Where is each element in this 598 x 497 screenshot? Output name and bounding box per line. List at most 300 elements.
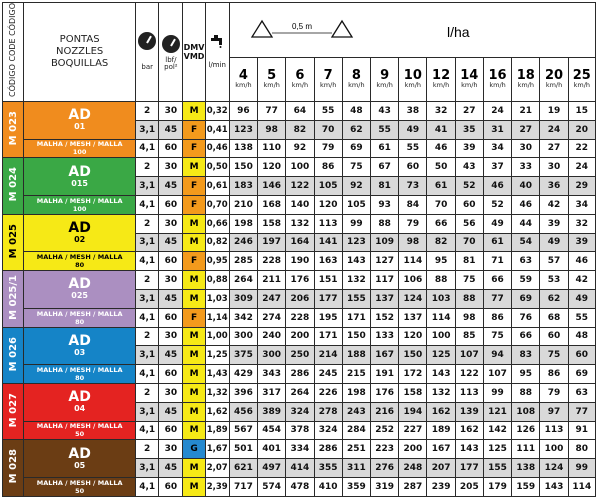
application-rate-cell: 111 — [512, 440, 540, 459]
application-rate-cell: 88 — [371, 214, 399, 233]
application-rate-cell: 120 — [258, 158, 286, 177]
application-rate-cell: 93 — [371, 195, 399, 214]
application-rate-cell: 55 — [314, 101, 342, 120]
pressure-bar-cell: 3,1 — [136, 120, 159, 139]
application-rate-cell: 34 — [568, 195, 595, 214]
application-rate-cell: 68 — [540, 308, 568, 327]
application-rate-cell: 38 — [399, 101, 427, 120]
droplet-size-cell: M — [183, 289, 205, 308]
application-rate-cell: 141 — [314, 233, 342, 252]
application-rate-cell: 79 — [399, 214, 427, 233]
speed-value: 5 — [267, 68, 277, 84]
speed-unit: km/h — [573, 81, 591, 90]
application-rate-cell: 75 — [342, 158, 370, 177]
flow-rate-cell: 0,95 — [205, 252, 229, 271]
application-rate-cell: 124 — [399, 289, 427, 308]
application-rate-cell: 37 — [483, 158, 511, 177]
droplet-size-cell: F — [183, 120, 205, 139]
boquillas-label: BOQUILLAS — [51, 57, 109, 69]
pressure-psi-cell: 45 — [159, 233, 183, 252]
table-row — [3, 214, 596, 233]
code-header: CÓDIGO CODE CÓDIGO — [3, 3, 24, 102]
application-rate-cell: 300 — [258, 346, 286, 365]
application-rate-cell: 207 — [427, 459, 455, 478]
application-rate-cell: 276 — [371, 459, 399, 478]
application-rate-cell: 200 — [399, 440, 427, 459]
flow-rate-cell: 1,14 — [205, 308, 229, 327]
flow-rate-cell: 1,00 — [205, 327, 229, 346]
speed-value: 25 — [572, 68, 591, 84]
pressure-bar-cell: 4,1 — [136, 139, 159, 158]
speed-unit: km/h — [517, 81, 534, 90]
speed-value: 16 — [488, 68, 507, 84]
application-rate-cell: 264 — [286, 383, 314, 402]
table-row — [3, 101, 596, 120]
application-rate-cell: 198 — [229, 214, 257, 233]
droplet-size-cell: M — [183, 383, 205, 402]
application-rate-cell: 375 — [229, 346, 257, 365]
mesh-label: MALHA / MESH / MALLA 100 — [24, 195, 136, 214]
nozzle-flow-table — [2, 2, 596, 497]
application-rate-cell: 69 — [568, 365, 595, 384]
application-rate-cell: 98 — [455, 308, 483, 327]
application-rate-cell: 143 — [455, 440, 483, 459]
application-rate-cell: 99 — [568, 459, 595, 478]
application-rate-cell: 191 — [371, 365, 399, 384]
flow-rate-cell: 1,89 — [205, 421, 229, 440]
application-rate-cell: 88 — [512, 383, 540, 402]
application-rate-cell: 300 — [229, 327, 257, 346]
pressure-bar-cell: 4,1 — [136, 252, 159, 271]
application-rate-cell: 24 — [568, 158, 595, 177]
application-rate-cell: 113 — [540, 421, 568, 440]
application-rate-cell: 55 — [399, 139, 427, 158]
pressure-psi-cell: 60 — [159, 308, 183, 327]
flow-rate-cell: 1,67 — [205, 440, 229, 459]
faucet-icon — [208, 34, 226, 48]
speed-value: 12 — [432, 68, 451, 84]
application-rate-cell: 114 — [427, 308, 455, 327]
application-rate-cell: 120 — [399, 327, 427, 346]
application-rate-cell: 223 — [371, 440, 399, 459]
application-rate-cell: 122 — [286, 177, 314, 196]
application-rate-cell: 85 — [455, 327, 483, 346]
application-rate-cell: 247 — [258, 289, 286, 308]
application-rate-cell: 92 — [342, 177, 370, 196]
pressure-bar-cell: 3,1 — [136, 346, 159, 365]
psi-header — [159, 3, 183, 102]
pressure-psi-cell: 30 — [159, 383, 183, 402]
application-rate-cell: 100 — [540, 440, 568, 459]
droplet-size-cell: F — [183, 139, 205, 158]
application-rate-cell: 159 — [512, 477, 540, 496]
application-rate-cell: 83 — [512, 346, 540, 365]
droplet-size-cell: M — [183, 402, 205, 421]
application-rate-cell: 27 — [455, 101, 483, 120]
application-rate-cell: 48 — [342, 101, 370, 120]
application-rate-cell: 75 — [455, 271, 483, 290]
application-rate-cell: 59 — [512, 271, 540, 290]
application-rate-cell: 46 — [568, 252, 595, 271]
speed-value: 7 — [323, 68, 333, 84]
pressure-psi-cell: 60 — [159, 477, 183, 496]
application-rate-cell: 132 — [342, 271, 370, 290]
dmv-label: DMV — [183, 42, 205, 52]
droplet-size-cell: G — [183, 440, 205, 459]
application-rate-cell: 55 — [371, 120, 399, 139]
application-rate-cell: 171 — [342, 308, 370, 327]
application-rate-cell: 324 — [314, 421, 342, 440]
application-rate-cell: 60 — [568, 346, 595, 365]
droplet-size-cell: M — [183, 346, 205, 365]
flow-header — [205, 3, 229, 102]
application-rate-cell: 245 — [314, 365, 342, 384]
pressure-psi-cell: 45 — [159, 459, 183, 478]
pressure-psi-cell: 30 — [159, 214, 183, 233]
spacing-label: 0,5 m — [292, 21, 313, 31]
spray-fan-icon — [252, 21, 272, 37]
application-rate-cell: 76 — [512, 308, 540, 327]
pressure-psi-cell: 30 — [159, 327, 183, 346]
droplet-size-cell: M — [183, 421, 205, 440]
application-rate-cell: 396 — [229, 383, 257, 402]
flow-rate-cell: 0,66 — [205, 214, 229, 233]
model-code: M 026 — [3, 327, 24, 383]
flow-rate-cell: 0,50 — [205, 158, 229, 177]
application-rate-cell: 228 — [258, 252, 286, 271]
application-rate-cell: 177 — [314, 289, 342, 308]
application-rate-cell: 226 — [314, 383, 342, 402]
nozzle-name: AD 05 — [24, 440, 136, 478]
application-rate-cell: 621 — [229, 459, 257, 478]
application-rate-cell: 164 — [286, 233, 314, 252]
application-rate-cell: 454 — [258, 421, 286, 440]
application-rate-cell: 125 — [483, 440, 511, 459]
table-row — [3, 271, 596, 290]
application-rate-cell: 140 — [286, 195, 314, 214]
application-rate-cell: 39 — [455, 139, 483, 158]
application-rate-cell: 410 — [314, 477, 342, 496]
nozzle-name: AD 01 — [24, 101, 136, 139]
nozzle-name: AD 04 — [24, 383, 136, 421]
droplet-size-cell: M — [183, 459, 205, 478]
pressure-psi-cell: 60 — [159, 365, 183, 384]
application-rate-cell: 77 — [568, 402, 595, 421]
application-rate-cell: 274 — [258, 308, 286, 327]
speed-unit: km/h — [489, 81, 506, 90]
application-rate-cell: 67 — [371, 158, 399, 177]
speed-value: 9 — [380, 68, 390, 84]
application-rate-cell: 138 — [512, 459, 540, 478]
application-rate-cell: 56 — [455, 214, 483, 233]
application-rate-cell: 163 — [314, 252, 342, 271]
speed-header-18 — [512, 57, 540, 101]
application-rate-cell: 70 — [455, 233, 483, 252]
application-rate-cell: 86 — [483, 308, 511, 327]
speed-value: 20 — [544, 68, 564, 84]
pressure-psi-cell: 30 — [159, 271, 183, 290]
application-rate-cell: 32 — [427, 101, 455, 120]
application-rate-cell: 429 — [229, 365, 257, 384]
application-rate-cell: 98 — [399, 233, 427, 252]
application-rate-cell: 240 — [258, 327, 286, 346]
table-row — [3, 477, 596, 496]
model-code: M 024 — [3, 158, 24, 214]
application-rate-cell: 62 — [342, 120, 370, 139]
application-rate-cell: 66 — [483, 271, 511, 290]
droplet-size-cell: F — [183, 195, 205, 214]
application-rate-cell: 286 — [286, 365, 314, 384]
speed-header-16 — [483, 57, 511, 101]
speed-unit: km/h — [263, 81, 280, 90]
application-rate-cell: 49 — [540, 233, 568, 252]
application-rate-cell: 27 — [540, 139, 568, 158]
flow-rate-cell: 1,32 — [205, 383, 229, 402]
speed-header-4 — [229, 57, 257, 101]
application-rate-cell: 46 — [427, 139, 455, 158]
pressure-psi-cell: 30 — [159, 101, 183, 120]
application-rate-cell: 251 — [342, 440, 370, 459]
speed-header-25 — [568, 57, 595, 101]
application-rate-cell: 309 — [229, 289, 257, 308]
application-rate-cell: 132 — [427, 383, 455, 402]
pressure-psi-cell: 60 — [159, 139, 183, 158]
speed-unit: km/h — [545, 81, 563, 90]
application-rate-cell: 63 — [512, 252, 540, 271]
vmd-label: VMD — [183, 51, 205, 61]
application-rate-cell: 100 — [286, 158, 314, 177]
application-rate-cell: 88 — [427, 271, 455, 290]
mesh-label: MALHA / MESH / MALLA 80 — [24, 308, 136, 327]
application-rate-cell: 114 — [399, 252, 427, 271]
application-rate-cell: 214 — [314, 346, 342, 365]
psi-unit: lbf/ pol² — [164, 55, 178, 71]
application-rate-cell: 48 — [568, 327, 595, 346]
flow-rate-cell: 2,07 — [205, 459, 229, 478]
application-rate-cell: 81 — [371, 177, 399, 196]
application-rate-cell: 139 — [455, 402, 483, 421]
application-rate-cell: 49 — [399, 120, 427, 139]
application-rate-cell: 286 — [314, 440, 342, 459]
flow-rate-cell: 1,62 — [205, 402, 229, 421]
application-rate-cell: 43 — [455, 158, 483, 177]
droplet-size-cell: M — [183, 327, 205, 346]
application-rate-cell: 75 — [540, 346, 568, 365]
application-rate-cell: 41 — [427, 120, 455, 139]
pressure-psi-cell: 45 — [159, 289, 183, 308]
table-row — [3, 440, 596, 459]
application-rate-cell: 206 — [286, 289, 314, 308]
application-rate-cell: 77 — [258, 101, 286, 120]
table-row — [3, 327, 596, 346]
pressure-bar-cell: 2 — [136, 440, 159, 459]
application-rate-cell: 197 — [258, 233, 286, 252]
application-rate-cell: 107 — [483, 365, 511, 384]
application-rate-cell: 194 — [399, 402, 427, 421]
speed-value: 18 — [516, 68, 535, 84]
application-rate-cell: 324 — [286, 402, 314, 421]
nozzles-label: NOZZLES — [55, 45, 104, 57]
application-rate-cell: 108 — [512, 402, 540, 421]
mesh-label: MALHA / MESH / MALLA 100 — [24, 139, 136, 158]
speed-value: 14 — [460, 68, 479, 84]
application-rate-cell: 389 — [258, 402, 286, 421]
application-rate-cell: 342 — [229, 308, 257, 327]
application-rate-cell: 86 — [314, 158, 342, 177]
nozzle-name: AD 025 — [24, 271, 136, 309]
flow-rate-cell: 0,46 — [205, 139, 229, 158]
pressure-bar-cell: 4,1 — [136, 195, 159, 214]
flow-rate-cell: 0,88 — [205, 271, 229, 290]
application-rate-cell: 334 — [286, 440, 314, 459]
application-rate-cell: 103 — [427, 289, 455, 308]
pressure-psi-cell: 60 — [159, 421, 183, 440]
application-rate-cell: 35 — [455, 120, 483, 139]
application-rate-cell: 91 — [568, 421, 595, 440]
application-rate-cell: 205 — [455, 477, 483, 496]
application-rate-cell: 50 — [427, 158, 455, 177]
application-rate-header — [229, 3, 595, 58]
dmv-header — [183, 3, 205, 102]
nozzle-name: AD 02 — [24, 214, 136, 252]
model-code: M 023 — [3, 101, 24, 157]
application-rate-cell: 43 — [371, 101, 399, 120]
application-rate-cell: 355 — [314, 459, 342, 478]
application-rate-cell: 216 — [371, 402, 399, 421]
application-rate-cell: 717 — [229, 477, 257, 496]
application-rate-cell: 127 — [371, 252, 399, 271]
lha-label: l/ha — [447, 23, 470, 40]
application-rate-cell: 60 — [455, 195, 483, 214]
droplet-size-cell: M — [183, 233, 205, 252]
application-rate-cell: 99 — [342, 214, 370, 233]
pressure-gauge-icon — [162, 35, 180, 53]
application-rate-cell: 110 — [258, 139, 286, 158]
application-rate-cell: 29 — [568, 177, 595, 196]
flow-rate-cell: 1,25 — [205, 346, 229, 365]
application-rate-cell: 123 — [342, 233, 370, 252]
application-rate-cell: 113 — [455, 383, 483, 402]
table-row — [3, 383, 596, 402]
application-rate-cell: 126 — [512, 421, 540, 440]
application-rate-cell: 143 — [540, 477, 568, 496]
application-rate-cell: 22 — [568, 139, 595, 158]
application-rate-cell: 150 — [399, 346, 427, 365]
droplet-size-cell: M — [183, 158, 205, 177]
application-rate-cell: 167 — [371, 346, 399, 365]
application-rate-cell: 319 — [371, 477, 399, 496]
application-rate-cell: 317 — [258, 383, 286, 402]
application-rate-cell: 100 — [427, 327, 455, 346]
spray-spacing-diagram — [232, 17, 592, 43]
application-rate-cell: 287 — [399, 477, 427, 496]
pressure-bar-cell: 2 — [136, 383, 159, 402]
speed-unit: km/h — [348, 81, 365, 90]
application-rate-cell: 478 — [286, 477, 314, 496]
application-rate-cell: 414 — [286, 459, 314, 478]
application-rate-cell: 60 — [540, 327, 568, 346]
speed-header-12 — [427, 57, 455, 101]
application-rate-cell: 33 — [512, 158, 540, 177]
nozzle-name: AD 015 — [24, 158, 136, 196]
application-rate-cell: 121 — [483, 402, 511, 421]
application-rate-cell: 177 — [455, 459, 483, 478]
application-rate-cell: 32 — [568, 214, 595, 233]
application-rate-cell: 27 — [512, 120, 540, 139]
pressure-psi-cell: 45 — [159, 346, 183, 365]
speed-header-20 — [540, 57, 568, 101]
pressure-bar-cell: 4,1 — [136, 365, 159, 384]
spray-fan-icon — [332, 21, 352, 37]
pressure-psi-cell: 60 — [159, 195, 183, 214]
application-rate-cell: 228 — [286, 308, 314, 327]
application-rate-cell: 39 — [568, 233, 595, 252]
application-rate-cell: 264 — [229, 271, 257, 290]
application-rate-cell: 31 — [483, 120, 511, 139]
table-row — [3, 158, 596, 177]
application-rate-cell: 61 — [483, 233, 511, 252]
application-rate-cell: 146 — [258, 177, 286, 196]
application-rate-cell: 195 — [314, 308, 342, 327]
speed-unit: km/h — [432, 81, 450, 90]
speed-unit: km/h — [376, 81, 393, 90]
nozzle-table-page — [2, 2, 596, 495]
speed-header-7 — [314, 57, 342, 101]
droplet-size-cell: F — [183, 252, 205, 271]
application-rate-cell: 97 — [540, 402, 568, 421]
speed-unit: km/h — [235, 81, 252, 90]
droplet-size-cell: F — [183, 308, 205, 327]
application-rate-cell: 70 — [314, 120, 342, 139]
application-rate-cell: 52 — [455, 177, 483, 196]
application-rate-cell: 132 — [286, 214, 314, 233]
speed-value: 10 — [403, 68, 422, 84]
application-rate-cell: 162 — [427, 402, 455, 421]
flow-rate-cell: 0,61 — [205, 177, 229, 196]
application-rate-cell: 109 — [371, 233, 399, 252]
table-row — [3, 252, 596, 271]
application-rate-cell: 105 — [342, 195, 370, 214]
droplet-size-cell: M — [183, 365, 205, 384]
application-rate-cell: 52 — [483, 195, 511, 214]
pressure-bar-cell: 2 — [136, 214, 159, 233]
speed-unit: km/h — [461, 81, 478, 90]
application-rate-cell: 60 — [399, 158, 427, 177]
model-code: M 025 — [3, 214, 24, 270]
speed-unit: km/h — [291, 81, 309, 90]
application-rate-cell: 34 — [483, 139, 511, 158]
pressure-psi-cell: 30 — [159, 158, 183, 177]
flow-rate-cell: 1,03 — [205, 289, 229, 308]
pressure-bar-cell: 3,1 — [136, 289, 159, 308]
application-rate-cell: 252 — [371, 421, 399, 440]
application-rate-cell: 311 — [342, 459, 370, 478]
application-rate-cell: 106 — [399, 271, 427, 290]
application-rate-cell: 120 — [314, 195, 342, 214]
application-rate-cell: 133 — [371, 327, 399, 346]
speed-header-14 — [455, 57, 483, 101]
flow-rate-cell: 0,82 — [205, 233, 229, 252]
application-rate-cell: 567 — [229, 421, 257, 440]
droplet-size-cell: M — [183, 214, 205, 233]
application-rate-cell: 42 — [540, 195, 568, 214]
application-rate-cell: 21 — [512, 101, 540, 120]
pressure-psi-cell: 45 — [159, 402, 183, 421]
application-rate-cell: 176 — [371, 383, 399, 402]
lmin-unit: l/min — [208, 60, 226, 69]
application-rate-cell: 152 — [371, 308, 399, 327]
application-rate-cell: 179 — [483, 477, 511, 496]
